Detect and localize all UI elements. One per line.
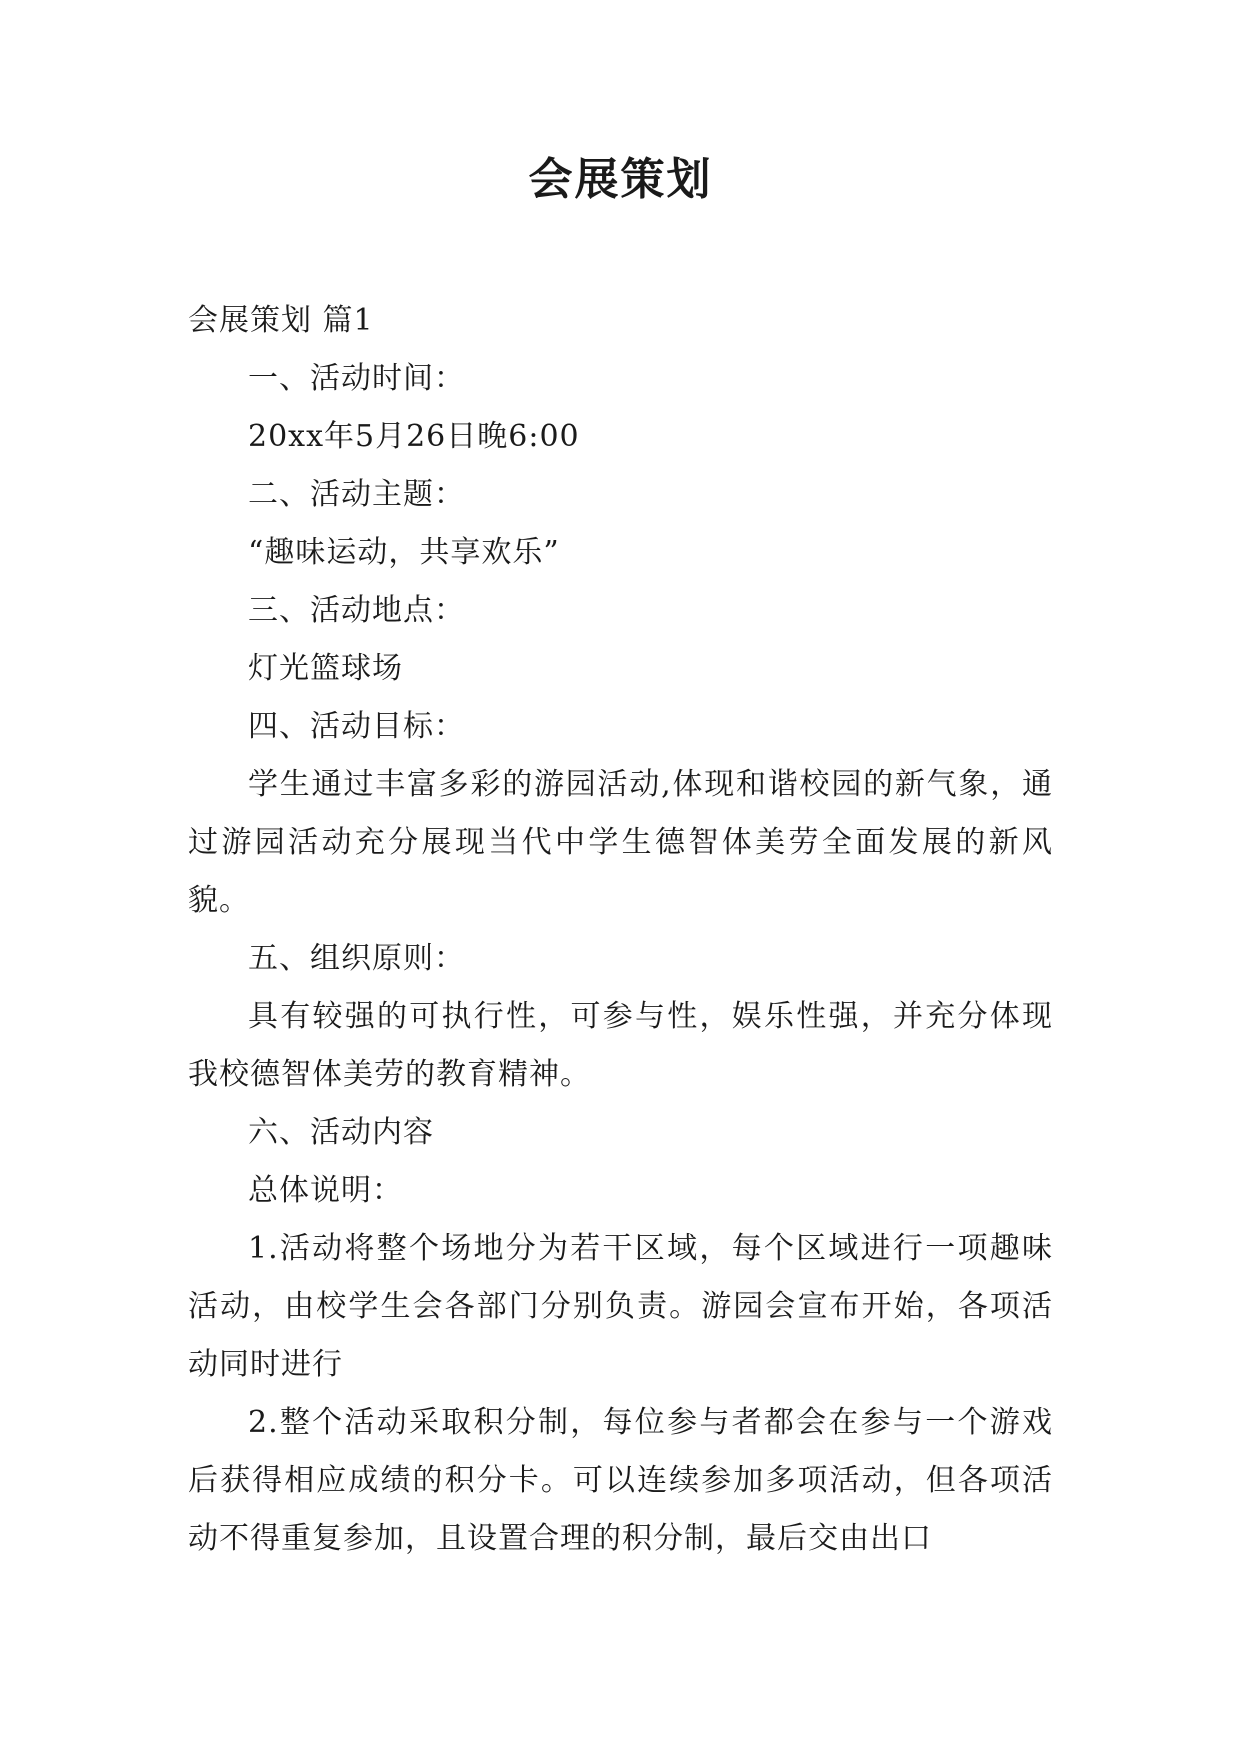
item-heading-theme: 二、活动主题： bbox=[248, 477, 465, 512]
section-heading: 会展策划 篇1 bbox=[188, 303, 374, 338]
document-body bbox=[188, 292, 1053, 1568]
item-value-time: 20xx年5月26日晚6:00 bbox=[248, 419, 580, 454]
item-value-goal: 学生通过丰富多彩的游园活动,体现和谐校园的新气象，通过游园活动充分展现当代中学生德智体美劳全面发展的新风貌。 bbox=[188, 767, 1053, 918]
item-value-principle: 具有较强的可执行性，可参与性，娱乐性强，并充分体现我校德智体美劳的教育精神。 bbox=[188, 999, 1053, 1092]
description-item-2: 2.整个活动采取积分制，每位参与者都会在参与一个游戏后获得相应成绩的积分卡。可以连续参加多项活动，但各项活动不得重复参加，且设置合理的积分制，最后交由出口 bbox=[188, 1405, 1053, 1556]
item-value-location: 灯光篮球场 bbox=[248, 651, 403, 686]
item-heading-time: 一、活动时间： bbox=[248, 361, 465, 396]
description-item-1: 1.活动将整个场地分为若干区域，每个区域进行一项趣味活动，由校学生会各部门分别负责。游园会宣布开始，各项活动同时进行 bbox=[188, 1231, 1053, 1382]
item-heading-goal: 四、活动目标： bbox=[248, 709, 465, 744]
document-title: 会展策划 bbox=[528, 154, 713, 205]
overall-description-heading: 总体说明： bbox=[248, 1173, 403, 1208]
item-heading-location: 三、活动地点： bbox=[248, 593, 465, 628]
item-value-theme: “趣味运动，共享欢乐” bbox=[248, 535, 560, 570]
item-heading-content: 六、活动内容 bbox=[248, 1115, 434, 1150]
item-heading-principle: 五、组织原则： bbox=[248, 941, 465, 976]
